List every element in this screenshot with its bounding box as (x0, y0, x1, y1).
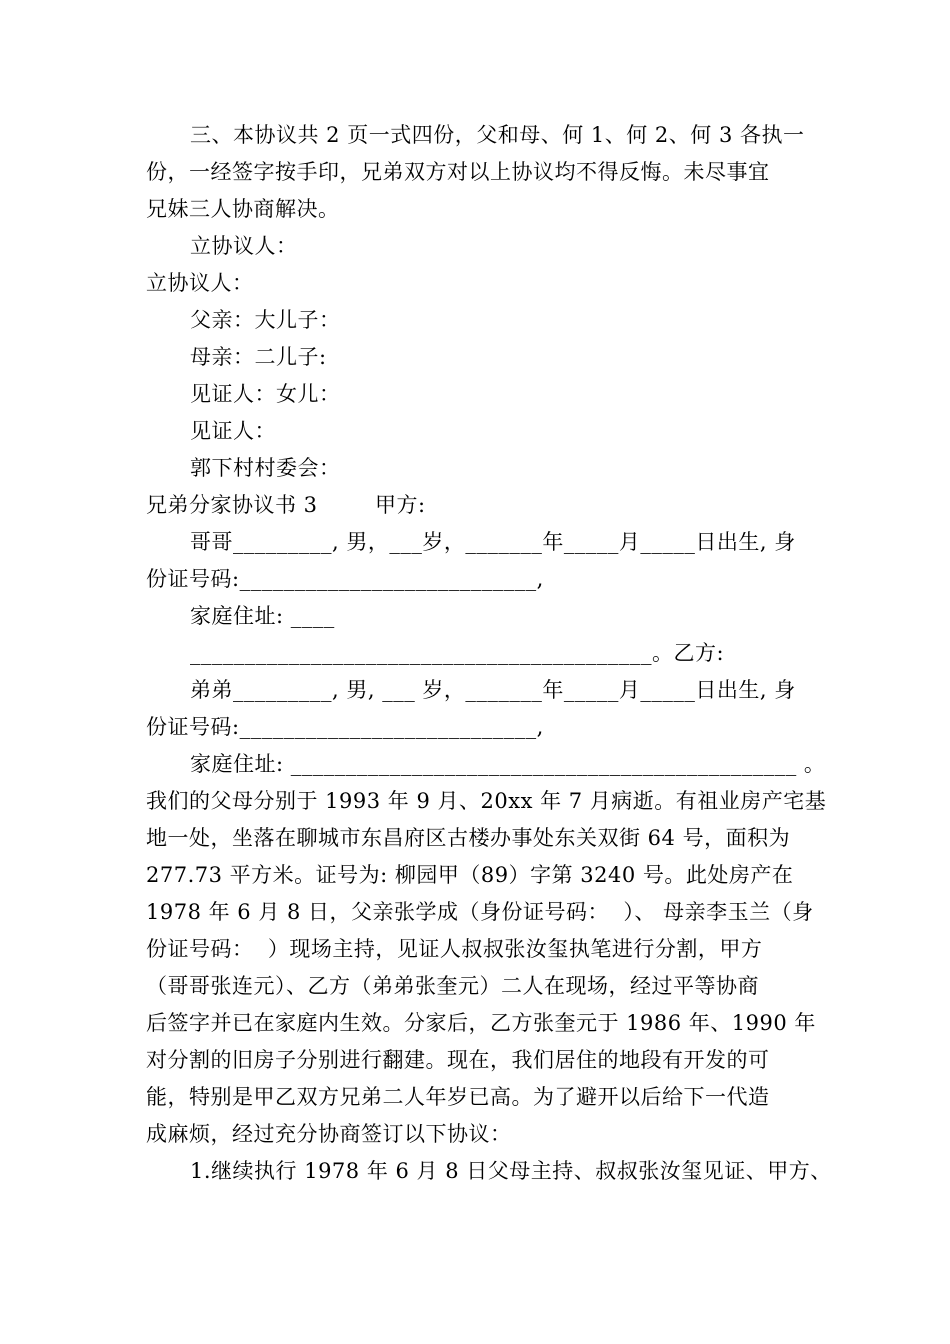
paragraph-line: 277.73 平方米。证号为: 柳园甲（89）字第 3240 号。此处房产在 (146, 863, 794, 887)
form-line: 弟弟_________, 男, ___ 岁，_______年_____月_____日出生, 身 (190, 678, 796, 702)
paragraph-line: （哥哥张连元）、乙方（弟弟张奎元）二人在现场，经过平等协商 (146, 974, 759, 998)
paragraph-line: 对分割的旧房子分别进行翻建。现在，我们居住的地段有开发的可 (146, 1048, 770, 1072)
signature-line: 母亲：二儿子: (190, 345, 327, 369)
paragraph-line: 能，特别是甲乙双方兄弟二人年岁已高。为了避开以后给下一代造 (146, 1085, 770, 1109)
form-line: 家庭住址: ____ (190, 604, 335, 628)
signature-line: 父亲：大儿子： (190, 308, 341, 332)
paragraph-line: 三、本协议共 2 页一式四份，父和母、何 1、何 2、何 3 各执一 (190, 123, 805, 147)
form-line: 家庭住址: ______________________________________________ 。 (190, 752, 826, 776)
form-line: 哥哥_________, 男，___岁，_______年_____月_____日出生, 身 (190, 530, 796, 554)
section-title: 兄弟分家协议书 3 甲方: (146, 493, 426, 517)
signature-line: 见证人： (190, 419, 276, 443)
signature-line: 见证人：女儿： (190, 382, 341, 406)
paragraph-line: 份证号码： ）现场主持，见证人叔叔张汝玺执笔进行分割，甲方 (146, 937, 763, 961)
paragraph-line: 成麻烦，经过充分协商签订以下协议： (146, 1122, 512, 1146)
paragraph-line: 地一处，坐落在聊城市东昌府区古楼办事处东关双街 64 号，面积为 (146, 826, 791, 850)
paragraph-line: 1978 年 6 月 8 日，父亲张学成（身份证号码： ）、 母亲李玉兰（身 (146, 900, 814, 924)
form-line: 份证号码:___________________________, (146, 715, 544, 739)
paragraph-line: 份，一经签字按手印，兄弟双方对以上协议均不得反悔。未尽事宜 (146, 160, 770, 184)
form-line: 份证号码:___________________________, (146, 567, 544, 591)
paragraph-line: 后签字并已在家庭内生效。分家后，乙方张奎元于 1986 年、1990 年 (146, 1011, 816, 1035)
paragraph-line: 我们的父母分别于 1993 年 9 月、20xx 年 7 月病逝。有祖业房产宅基 (146, 789, 827, 813)
signatory-label: 立协议人： (146, 271, 254, 295)
signature-line: 郭下村村委会： (190, 456, 341, 480)
form-line: __________________________________________。乙方: (190, 641, 725, 665)
paragraph-line: 兄妹三人协商解决。 (146, 197, 340, 221)
list-item: 1.继续执行 1978 年 6 月 8 日父母主持、叔叔张汝玺见证、甲方、 (190, 1159, 832, 1183)
signatory-label: 立协议人： (190, 234, 298, 258)
